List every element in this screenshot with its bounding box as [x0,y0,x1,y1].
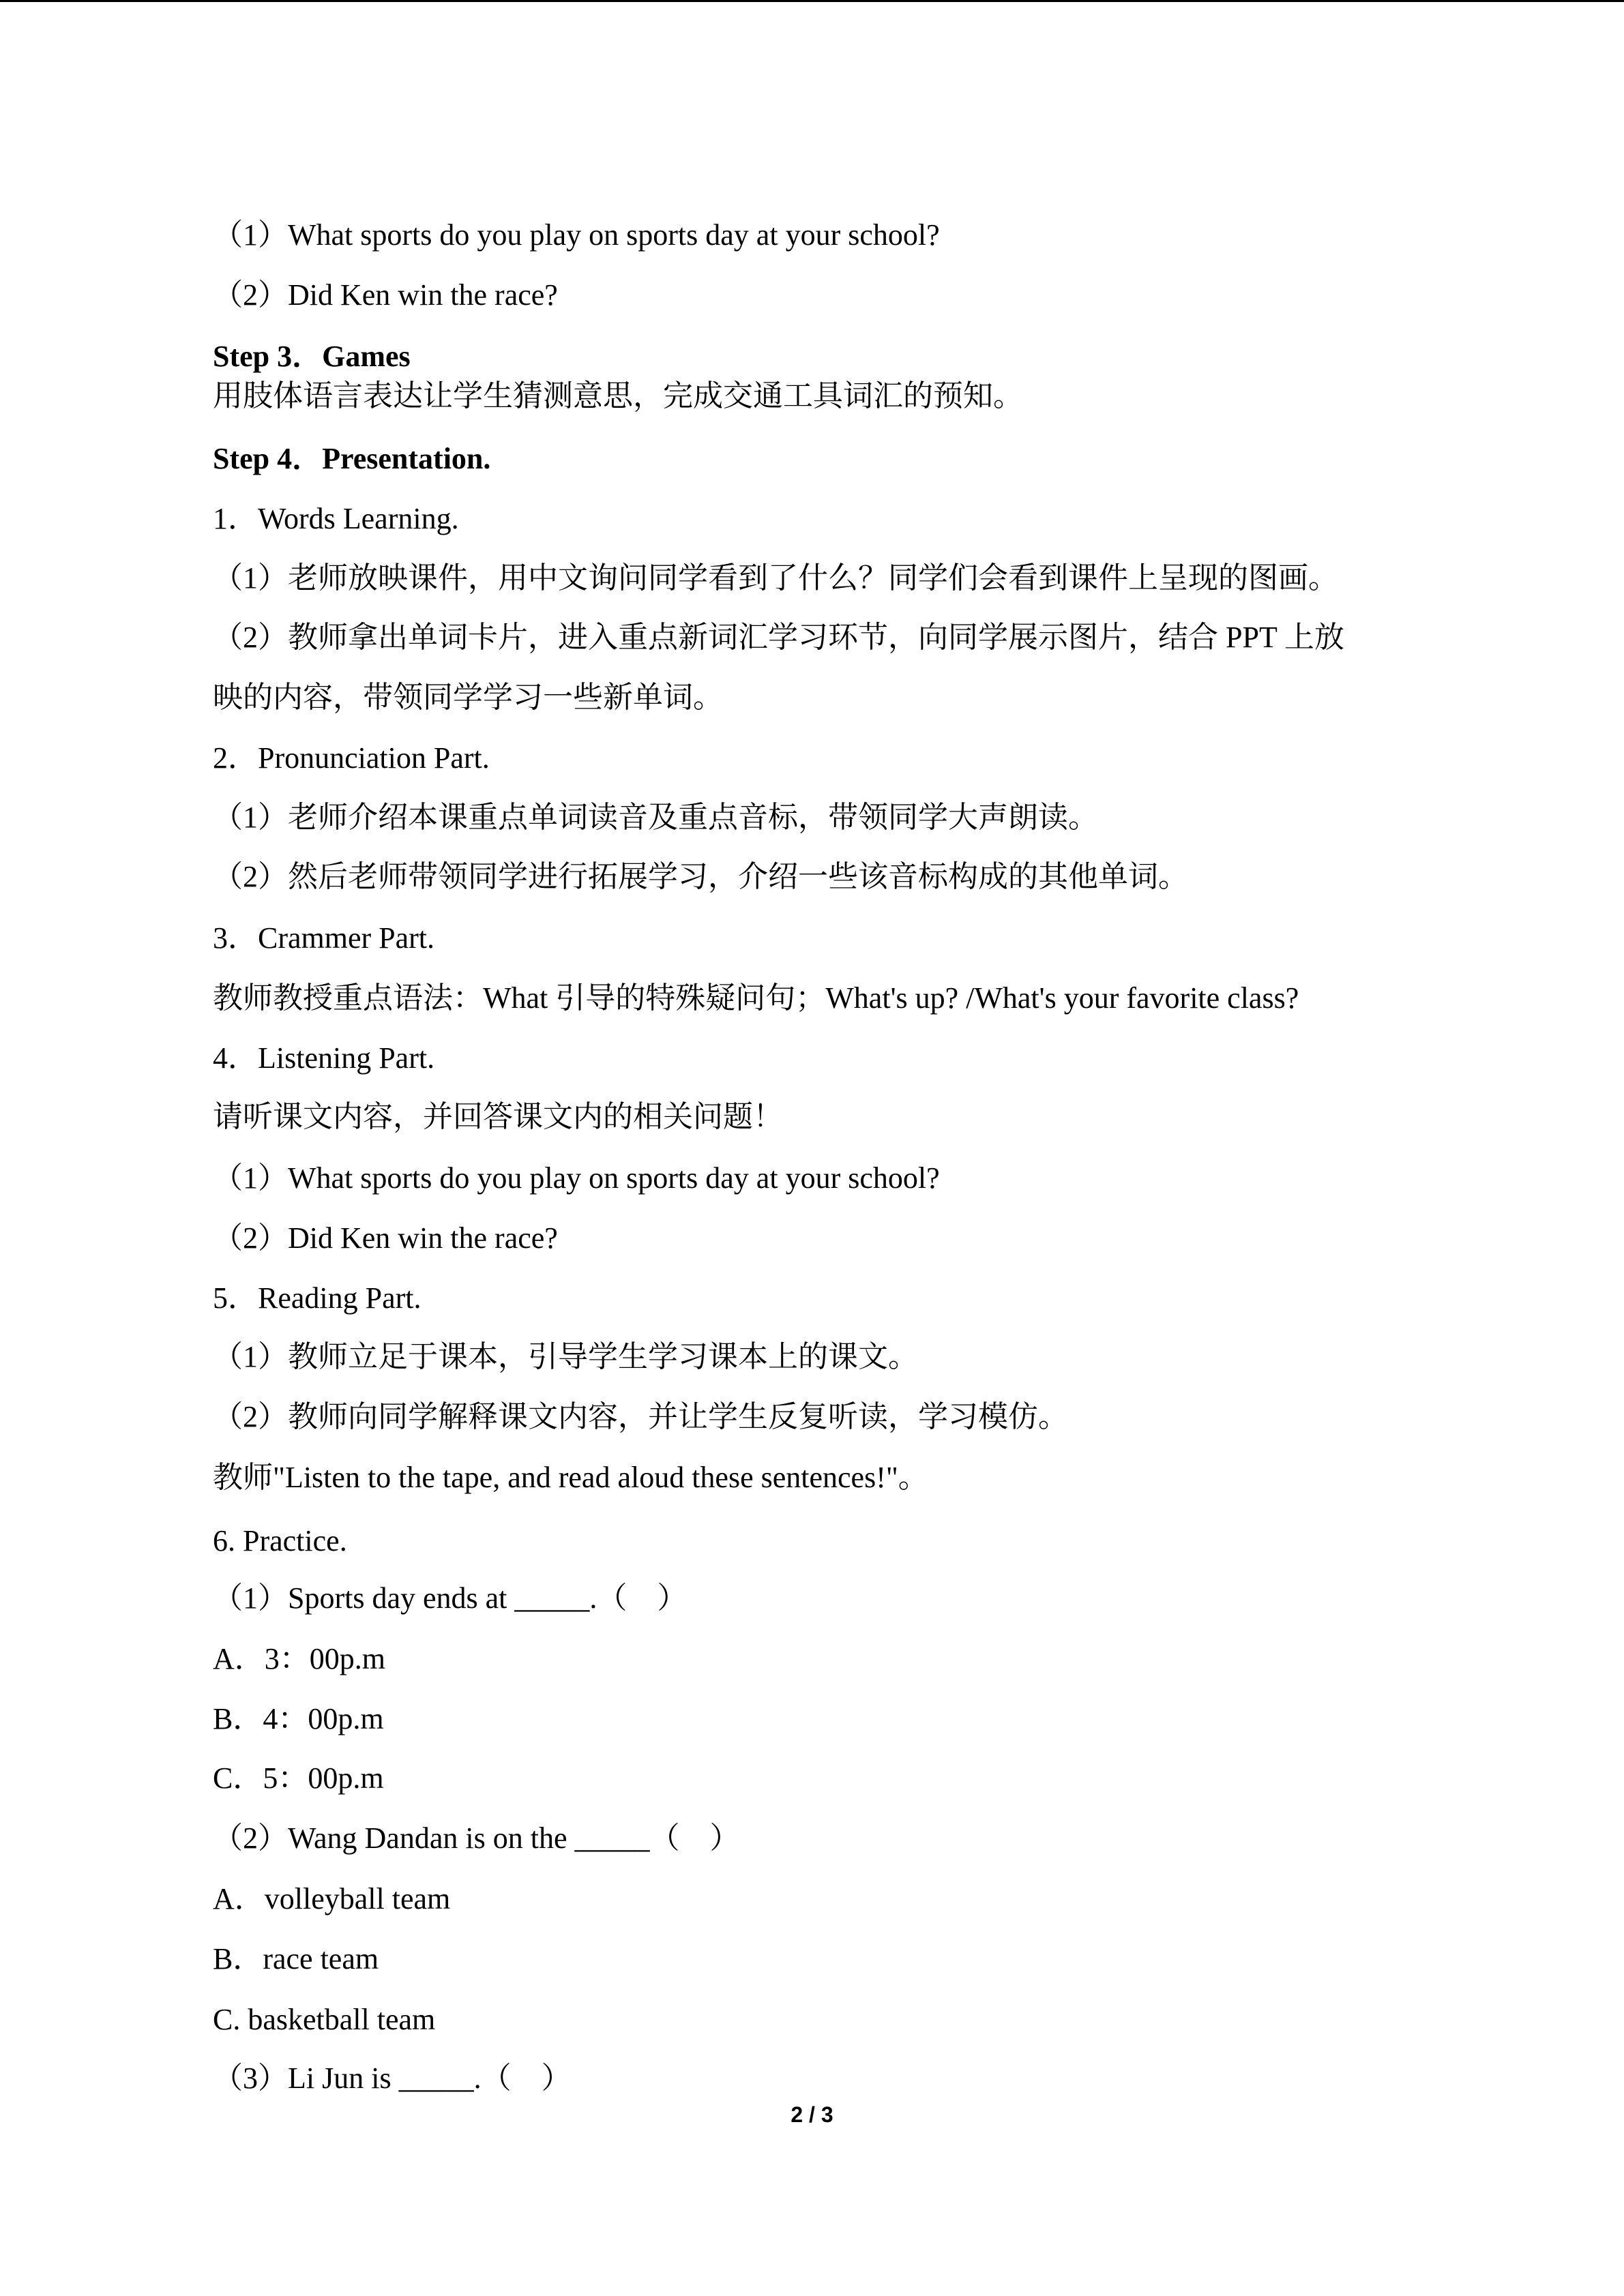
words-learning-heading: 1．Words Learning. [213,502,459,535]
listening-text: 请听课文内容，并回答课文内的相关问题！ [213,1100,783,1133]
listening-question-2: （2）Did Ken win the race? [213,1221,558,1255]
pronunciation-item-1: （1）老师介绍本课重点单词读音及重点音标，带领同学大声朗读。 [213,801,1098,834]
grammar-text: 教师教授重点语法：What 引导的特殊疑问句；What's up? /What's your favorite class? [213,981,1299,1015]
practice-question-2: （2）Wang Dandan is on the _____（ ） [213,1821,740,1855]
reading-item-2: （2）教师向同学解释课文内容，并让学生反复听读，学习模仿。 [213,1400,1068,1433]
practice-q1-option-c: C．5：00p.m [213,1761,384,1795]
words-learning-item-1: （1）老师放映课件，用中文询问同学看到了什么？同学们会看到课件上呈现的图画。 [213,561,1338,595]
practice-q2-option-c: C. basketball team [213,2003,436,2036]
words-learning-item-2: （2）教师拿出单词卡片，进入重点新词汇学习环节，向同学展示图片，结合 PPT 上放 [213,621,1345,654]
practice-q2-option-a: A．volleyball team [213,1882,451,1915]
step-4-heading: Step 4．Presentation. [213,442,491,475]
pronunciation-item-2: （2）然后老师带领同学进行拓展学习，介绍一些该音标构成的其他单词。 [213,860,1188,893]
grammar-heading: 3．Crammer Part. [213,921,435,955]
practice-q2-option-b: B．race team [213,1942,379,1976]
step-3-heading: Step 3．Games [213,340,411,373]
words-learning-item-2-cont: 映的内容，带领同学学习一些新单词。 [213,681,723,714]
page-top-border [0,0,1624,2]
listening-heading: 4．Listening Part. [213,1041,435,1075]
practice-heading: 6. Practice. [213,1524,347,1557]
practice-q1-option-b: B．4：00p.m [213,1702,384,1735]
reading-heading: 5．Reading Part. [213,1281,422,1315]
practice-question-1: （1）Sports day ends at _____.（ ） [213,1581,688,1615]
question-2: （2）Did Ken win the race? [213,278,558,312]
listening-question-1: （1）What sports do you play on sports day at your school? [213,1161,940,1195]
page-number: 2 / 3 [791,2102,833,2127]
practice-q1-option-a: A．3：00p.m [213,1642,385,1675]
question-1: （1）What sports do you play on sports day at your school? [213,218,940,252]
reading-instruction: 教师"Listen to the tape, and read aloud these sentences!"。 [213,1461,928,1494]
reading-item-1: （1）教师立足于课本，引导学生学习课本上的课文。 [213,1340,918,1373]
step-3-text: 用肢体语言表达让学生猜测意思，完成交通工具词汇的预知。 [213,379,1023,413]
pronunciation-heading: 2．Pronunciation Part. [213,741,490,775]
practice-question-3: （3）Li Jun is _____.（ ） [213,2061,572,2095]
